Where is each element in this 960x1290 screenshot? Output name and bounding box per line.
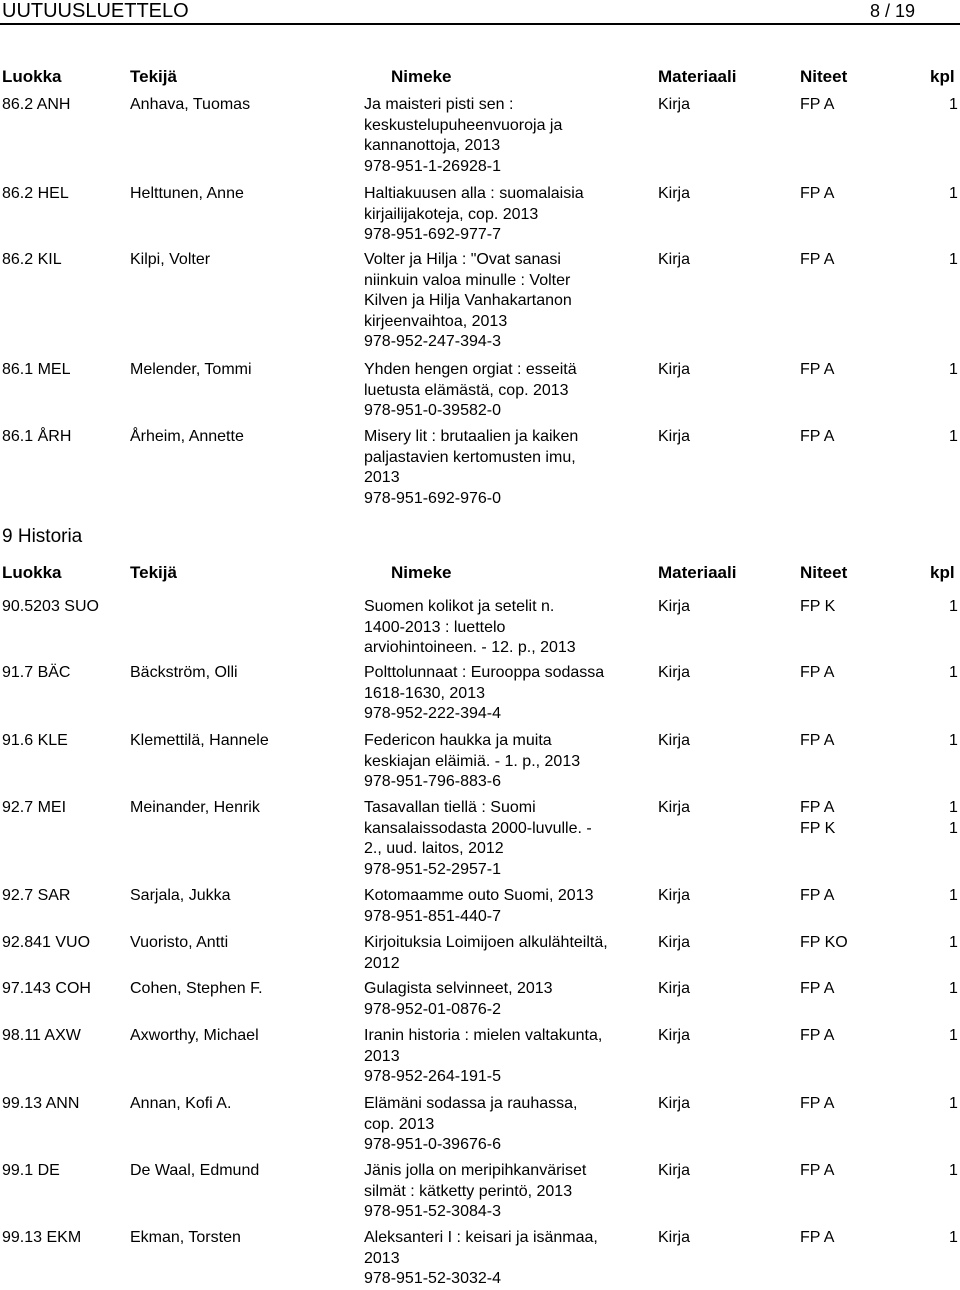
entry-niteet xyxy=(800,1228,834,1249)
nimeke-line: 978-952-247-394-3 xyxy=(364,333,501,350)
entry-tekija: Melender, Tommi xyxy=(130,361,252,378)
niteet-line: FP A xyxy=(800,664,835,681)
nimeke-line: Ja maisteri pisti sen : xyxy=(364,96,514,113)
entry-kpl xyxy=(949,731,958,752)
kpl-line: 1 xyxy=(949,1229,958,1246)
column-header-niteet: Niteet xyxy=(800,563,848,582)
entry-kpl xyxy=(949,1026,958,1047)
entry-luokka: 91.6 KLE xyxy=(2,732,68,749)
entry-kpl xyxy=(949,184,958,205)
entry-materiaali: Kirja xyxy=(658,799,691,816)
nimeke-line: 1618-1630, 2013 xyxy=(364,684,485,702)
nimeke-line: Volter ja Hilja : "Ovat sanasi xyxy=(364,251,561,268)
kpl-line: 1 xyxy=(949,819,958,837)
nimeke-line: kirjeenvaihtoa, 2013 xyxy=(364,312,508,330)
nimeke-line: 978-952-264-191-5 xyxy=(364,1068,501,1085)
entry-kpl xyxy=(949,1161,958,1182)
entry-nimeke xyxy=(364,933,649,974)
entry-luokka: 90.5203 SUO xyxy=(2,598,99,615)
entry-luokka: 99.13 ANN xyxy=(2,1095,80,1112)
entry-materiaali: Kirja xyxy=(658,732,691,749)
entry-kpl xyxy=(949,798,958,839)
entry-niteet xyxy=(800,663,834,684)
entry-luokka: 97.143 COH xyxy=(2,980,91,997)
entry-nimeke xyxy=(364,95,649,177)
entry-niteet xyxy=(800,597,835,618)
entry-luokka: 86.2 KIL xyxy=(2,251,62,268)
kpl-line: 1 xyxy=(949,799,958,816)
column-header-tekija: Tekijä xyxy=(130,563,177,582)
column-header-nimeke: Nimeke xyxy=(391,67,452,86)
nimeke-line: 978-951-52-3084-3 xyxy=(364,1203,501,1220)
entry-kpl xyxy=(949,979,958,1000)
nimeke-line: Suomen kolikot ja setelit n. xyxy=(364,598,555,615)
entry-tekija: Vuoristo, Antti xyxy=(130,934,229,951)
entry-tekija: Årheim, Annette xyxy=(130,428,244,445)
niteet-line: FP A xyxy=(800,1162,835,1179)
nimeke-line: 978-951-851-440-7 xyxy=(364,907,501,925)
niteet-line: FP A xyxy=(800,732,835,749)
entry-tekija: De Waal, Edmund xyxy=(130,1162,260,1179)
entry-materiaali: Kirja xyxy=(658,1229,691,1246)
entry-kpl xyxy=(949,1228,958,1249)
entry-luokka: 92.7 SAR xyxy=(2,887,71,904)
entry-materiaali: Kirja xyxy=(658,1027,691,1044)
niteet-line: FP A xyxy=(800,1229,835,1246)
entry-tekija: Klemettilä, Hannele xyxy=(130,732,269,749)
entry-nimeke xyxy=(364,1161,649,1223)
kpl-line: 1 xyxy=(949,185,958,202)
kpl-line: 1 xyxy=(949,598,958,615)
nimeke-line: 2013 xyxy=(364,1047,400,1065)
niteet-line: FP K xyxy=(800,598,836,615)
entry-luokka: 86.1 MEL xyxy=(2,361,71,378)
niteet-line: FP KO xyxy=(800,934,848,951)
entry-materiaali: Kirja xyxy=(658,887,691,904)
entry-kpl xyxy=(949,663,958,684)
entry-nimeke xyxy=(364,1026,649,1088)
entry-materiaali: Kirja xyxy=(658,185,691,202)
entry-tekija: Kilpi, Volter xyxy=(130,251,211,268)
entry-nimeke xyxy=(364,1228,649,1290)
nimeke-line: 978-951-0-39582-0 xyxy=(364,402,501,419)
nimeke-line: Iranin historia : mielen valtakunta, xyxy=(364,1027,603,1044)
entry-luokka: 92.841 VUO xyxy=(2,934,91,951)
nimeke-line: Haltiakuusen alla : suomalaisia xyxy=(364,185,584,202)
entry-luokka: 91.7 BÄC xyxy=(2,664,71,681)
niteet-line: FP A xyxy=(800,1095,835,1112)
entry-luokka: 92.7 MEI xyxy=(2,799,67,816)
column-header-kpl: kpl xyxy=(930,67,955,86)
nimeke-line: keskiajan eläimiä. - 1. p., 2013 xyxy=(364,752,581,770)
niteet-line: FP A xyxy=(800,1027,835,1044)
niteet-line: FP A xyxy=(800,428,835,445)
nimeke-line: Misery lit : brutaalien ja kaiken xyxy=(364,428,579,445)
nimeke-line: niinkuin valoa minulle : Volter xyxy=(364,271,571,289)
nimeke-line: 978-951-1-26928-1 xyxy=(364,157,501,175)
section-title-historia: 9 Historia xyxy=(2,526,83,547)
niteet-line: FP A xyxy=(800,887,835,904)
entry-nimeke xyxy=(364,979,649,1020)
page-number: 8 / 19 xyxy=(870,1,916,21)
nimeke-line: cop. 2013 xyxy=(364,1115,435,1133)
nimeke-line: 978-951-796-883-6 xyxy=(364,773,501,790)
kpl-line: 1 xyxy=(949,428,958,445)
column-header-luokka: Luokka xyxy=(2,563,62,582)
column-header-materiaali: Materiaali xyxy=(658,563,737,582)
nimeke-line: Jänis jolla on meripihkanväriset xyxy=(364,1162,587,1179)
kpl-line: 1 xyxy=(949,1162,958,1179)
column-header-kpl: kpl xyxy=(930,563,955,582)
entry-kpl xyxy=(949,1094,958,1115)
entry-niteet xyxy=(800,1026,834,1047)
nimeke-line: Kotomaamme outo Suomi, 2013 xyxy=(364,887,594,904)
nimeke-line: 978-951-0-39676-6 xyxy=(364,1136,501,1153)
entry-nimeke xyxy=(364,250,649,353)
entry-materiaali: Kirja xyxy=(658,1095,691,1112)
entry-tekija: Axworthy, Michael xyxy=(130,1027,259,1044)
entry-tekija: Helttunen, Anne xyxy=(130,185,244,202)
niteet-line: FP A xyxy=(800,799,835,816)
niteet-line: FP A xyxy=(800,251,835,268)
entry-nimeke xyxy=(364,597,649,659)
entry-niteet xyxy=(800,427,834,448)
entry-nimeke xyxy=(364,360,649,422)
niteet-line: FP A xyxy=(800,185,835,202)
entry-tekija: Cohen, Stephen F. xyxy=(130,980,263,997)
column-header-tekija: Tekijä xyxy=(130,67,177,86)
entry-niteet xyxy=(800,798,835,839)
nimeke-line: kannanottoja, 2013 xyxy=(364,137,501,154)
entry-tekija: Meinander, Henrik xyxy=(130,799,260,816)
entry-materiaali: Kirja xyxy=(658,664,691,681)
entry-niteet xyxy=(800,1094,834,1115)
nimeke-line: arviohintoineen. - 12. p., 2013 xyxy=(364,639,576,656)
nimeke-line: kansalaissodasta 2000-luvulle. - xyxy=(364,819,592,837)
kpl-line: 1 xyxy=(949,1095,958,1112)
page-header xyxy=(0,0,960,22)
entry-kpl xyxy=(949,597,958,618)
entry-tekija: Anhava, Tuomas xyxy=(130,96,251,113)
nimeke-line: 2012 xyxy=(364,954,400,972)
entry-kpl xyxy=(949,360,958,381)
entry-luokka: 86.1 ÅRH xyxy=(2,428,72,445)
nimeke-line: 2013 xyxy=(364,1249,400,1267)
entry-tekija: Annan, Kofi A. xyxy=(130,1095,232,1112)
entry-luokka: 99.13 EKM xyxy=(2,1229,82,1246)
entry-niteet xyxy=(800,1161,834,1182)
entry-tekija: Ekman, Torsten xyxy=(130,1229,241,1246)
nimeke-line: 978-951-52-2957-1 xyxy=(364,860,501,878)
nimeke-line: 978-951-692-976-0 xyxy=(364,489,501,507)
entry-kpl xyxy=(949,95,958,116)
entry-tekija: Sarjala, Jukka xyxy=(130,887,231,904)
entry-niteet xyxy=(800,731,834,752)
kpl-line: 1 xyxy=(949,732,958,749)
entry-niteet xyxy=(800,886,834,907)
nimeke-line: Aleksanteri I : keisari ja isänmaa, xyxy=(364,1229,598,1246)
nimeke-line: Kirjoituksia Loimijoen alkulähteiltä, xyxy=(364,934,608,951)
niteet-line: FP A xyxy=(800,96,835,113)
nimeke-line: 2., uud. laitos, 2012 xyxy=(364,840,504,857)
column-header-row xyxy=(0,66,960,88)
kpl-line: 1 xyxy=(949,96,958,113)
entry-nimeke xyxy=(364,663,649,725)
nimeke-line: Yhden hengen orgiat : esseitä xyxy=(364,361,577,378)
entry-nimeke xyxy=(364,1094,649,1156)
nimeke-line: kirjailijakoteja, cop. 2013 xyxy=(364,205,539,223)
kpl-line: 1 xyxy=(949,934,958,951)
entry-nimeke xyxy=(364,886,649,927)
entry-niteet xyxy=(800,360,834,381)
entry-niteet xyxy=(800,979,834,1000)
entry-nimeke xyxy=(364,427,649,509)
kpl-line: 1 xyxy=(949,251,958,268)
nimeke-line: keskustelupuheenvuoroja ja xyxy=(364,116,563,134)
nimeke-line: Gulagista selvinneet, 2013 xyxy=(364,980,553,997)
nimeke-line: 978-951-692-977-7 xyxy=(364,226,501,243)
nimeke-line: 2013 xyxy=(364,469,400,486)
kpl-line: 1 xyxy=(949,664,958,681)
nimeke-line: 1400-2013 : luettelo xyxy=(364,618,506,636)
nimeke-line: silmät : kätketty perintö, 2013 xyxy=(364,1182,573,1200)
kpl-line: 1 xyxy=(949,1027,958,1044)
entry-materiaali: Kirja xyxy=(658,361,691,378)
entry-materiaali: Kirja xyxy=(658,251,691,268)
niteet-line: FP A xyxy=(800,361,835,378)
niteet-line: FP A xyxy=(800,980,835,997)
entry-niteet xyxy=(800,933,848,954)
entry-tekija: Bäckström, Olli xyxy=(130,664,238,681)
entry-nimeke xyxy=(364,798,649,880)
entry-materiaali: Kirja xyxy=(658,96,691,113)
entry-kpl xyxy=(949,427,958,448)
kpl-line: 1 xyxy=(949,887,958,904)
entry-kpl xyxy=(949,250,958,271)
entry-materiaali: Kirja xyxy=(658,1162,691,1179)
entry-nimeke xyxy=(364,731,649,793)
entry-luokka: 98.11 AXW xyxy=(2,1027,81,1044)
entry-materiaali: Kirja xyxy=(658,934,691,951)
nimeke-line: Polttolunnaat : Eurooppa sodassa xyxy=(364,664,605,681)
entry-kpl xyxy=(949,933,958,954)
catalog-title: UUTUUSLUETTELO xyxy=(2,0,189,22)
entry-luokka: 99.1 DE xyxy=(2,1162,60,1179)
header-rule xyxy=(0,23,960,25)
niteet-line: FP K xyxy=(800,819,836,837)
kpl-line: 1 xyxy=(949,980,958,997)
nimeke-line: Kilven ja Hilja Vanhakartanon xyxy=(364,292,572,309)
entry-niteet xyxy=(800,95,834,116)
column-header-materiaali: Materiaali xyxy=(658,67,737,86)
column-header-luokka: Luokka xyxy=(2,67,62,86)
nimeke-line: luetusta elämästä, cop. 2013 xyxy=(364,381,569,399)
entry-luokka: 86.2 HEL xyxy=(2,185,69,202)
nimeke-line: Tasavallan tiellä : Suomi xyxy=(364,799,536,816)
entry-materiaali: Kirja xyxy=(658,598,691,615)
entry-niteet xyxy=(800,250,834,271)
nimeke-line: paljastavien kertomusten imu, xyxy=(364,448,576,466)
nimeke-line: 978-951-52-3032-4 xyxy=(364,1270,501,1287)
nimeke-line: 978-952-01-0876-2 xyxy=(364,1000,501,1018)
nimeke-line: 978-952-222-394-4 xyxy=(364,705,501,722)
entry-luokka: 86.2 ANH xyxy=(2,96,71,113)
column-header-nimeke: Nimeke xyxy=(391,563,452,582)
column-header-row xyxy=(0,562,960,584)
entry-materiaali: Kirja xyxy=(658,428,691,445)
entry-kpl xyxy=(949,886,958,907)
entry-nimeke xyxy=(364,184,649,246)
entry-materiaali: Kirja xyxy=(658,980,691,997)
kpl-line: 1 xyxy=(949,361,958,378)
nimeke-line: Elämäni sodassa ja rauhassa, xyxy=(364,1095,578,1112)
nimeke-line: Federicon haukka ja muita xyxy=(364,732,552,749)
entry-niteet xyxy=(800,184,834,205)
column-header-niteet: Niteet xyxy=(800,67,848,86)
